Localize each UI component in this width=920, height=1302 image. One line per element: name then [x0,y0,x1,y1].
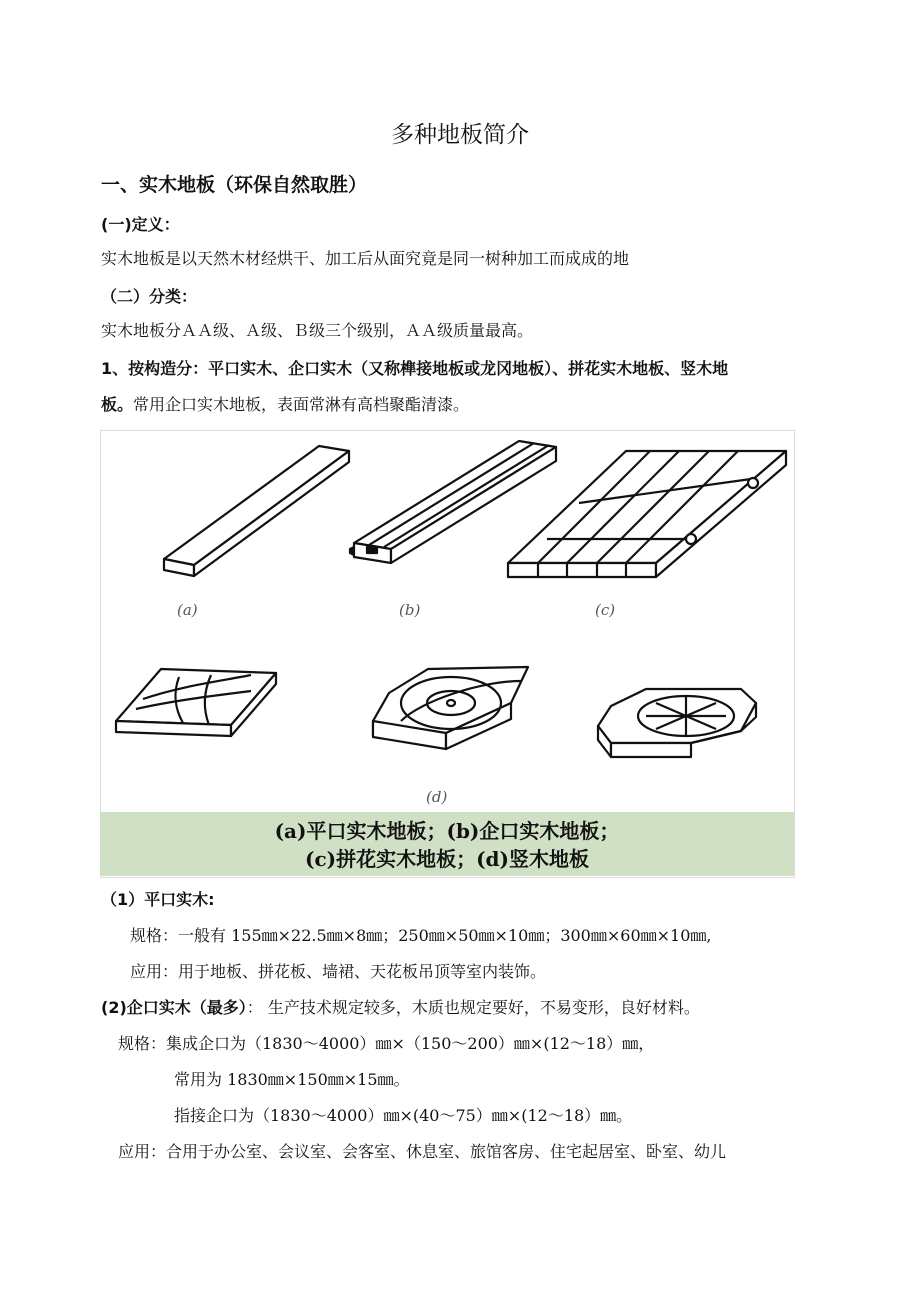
parquet-illustration [508,451,786,577]
definition-heading: (一)定义： [101,215,180,234]
floor-illustrations [101,431,794,813]
page-title: 多种地板简介 [391,122,529,148]
structure-heading: 1、按构造分：平口实木、企口实木（又称榫接地板或龙冈地板）、拼花实木地板、竖木地 [101,359,729,378]
tongue-groove-plank-illustration [350,441,556,563]
tongue-use: 应用：合用于办公室、会议室、会客室、休息室、旅馆客房、住宅起居室、卧室、幼儿 [118,1142,727,1161]
tongue-spec-1: 规格：集成企口为（1830～4000）㎜×（150～200）㎜×(12～18）㎜， [118,1034,655,1053]
caption-line-1: (a)平口实木地板；(b)企口实木地板； [274,819,620,843]
figure-label-c: (c) [595,601,616,619]
figure-label-b: (b) [399,601,421,619]
figure-label-a: (a) [177,601,198,619]
structure-text [101,397,469,413]
end-grain-illustration-3 [598,689,756,757]
tongue-description: ： 生产技术规定较多，木质也规定要好，不易变形，良好材料。 [246,998,700,1017]
figure-caption [100,812,794,876]
end-grain-illustration-1 [116,669,276,736]
structure-note: 常用企口实木地板，表面常淋有高档聚酯清漆。 [133,395,470,414]
flat-spec: 规格：一般有 155㎜×22.5㎜×8㎜；250㎜×50㎜×10㎜；300㎜×60㎜×10㎜, [130,926,712,945]
definition-text: 实木地板是以天然木材经烘干、加工后从面究竟是同一树种加工而成成的地 [101,249,630,268]
tongue-spec-2: 常用为 1830㎜×150㎜×15㎜。 [174,1070,410,1089]
tongue-heading-line [101,1000,700,1016]
section-heading: 一、实木地板（环保自然取胜） [101,174,368,196]
classification-heading: （二）分类： [101,287,198,306]
end-grain-illustration-2 [373,667,528,749]
flat-use: 应用：用于地板、拼花板、墙裙、天花板吊顶等室内装饰。 [130,962,547,981]
flat-plank-illustration [164,446,349,576]
structure-heading-end: 板。 [101,395,134,414]
caption-line-2: (c)拼花实木地板；(d)竖木地板 [304,847,589,871]
figure-label-d: (d) [426,788,448,806]
classification-text: 实木地板分ＡＡ级、Ａ级、Ｂ级三个级别，ＡＡ级质量最高。 [101,321,534,340]
floor-types-figure [100,430,795,878]
flat-heading: （1）平口实木: [101,890,215,909]
tongue-heading: (2)企口实木（最多） [101,998,247,1017]
tongue-spec-3: 指接企口为（1830～4000）㎜×(40～75）㎜×(12～18）㎜。 [174,1106,633,1125]
